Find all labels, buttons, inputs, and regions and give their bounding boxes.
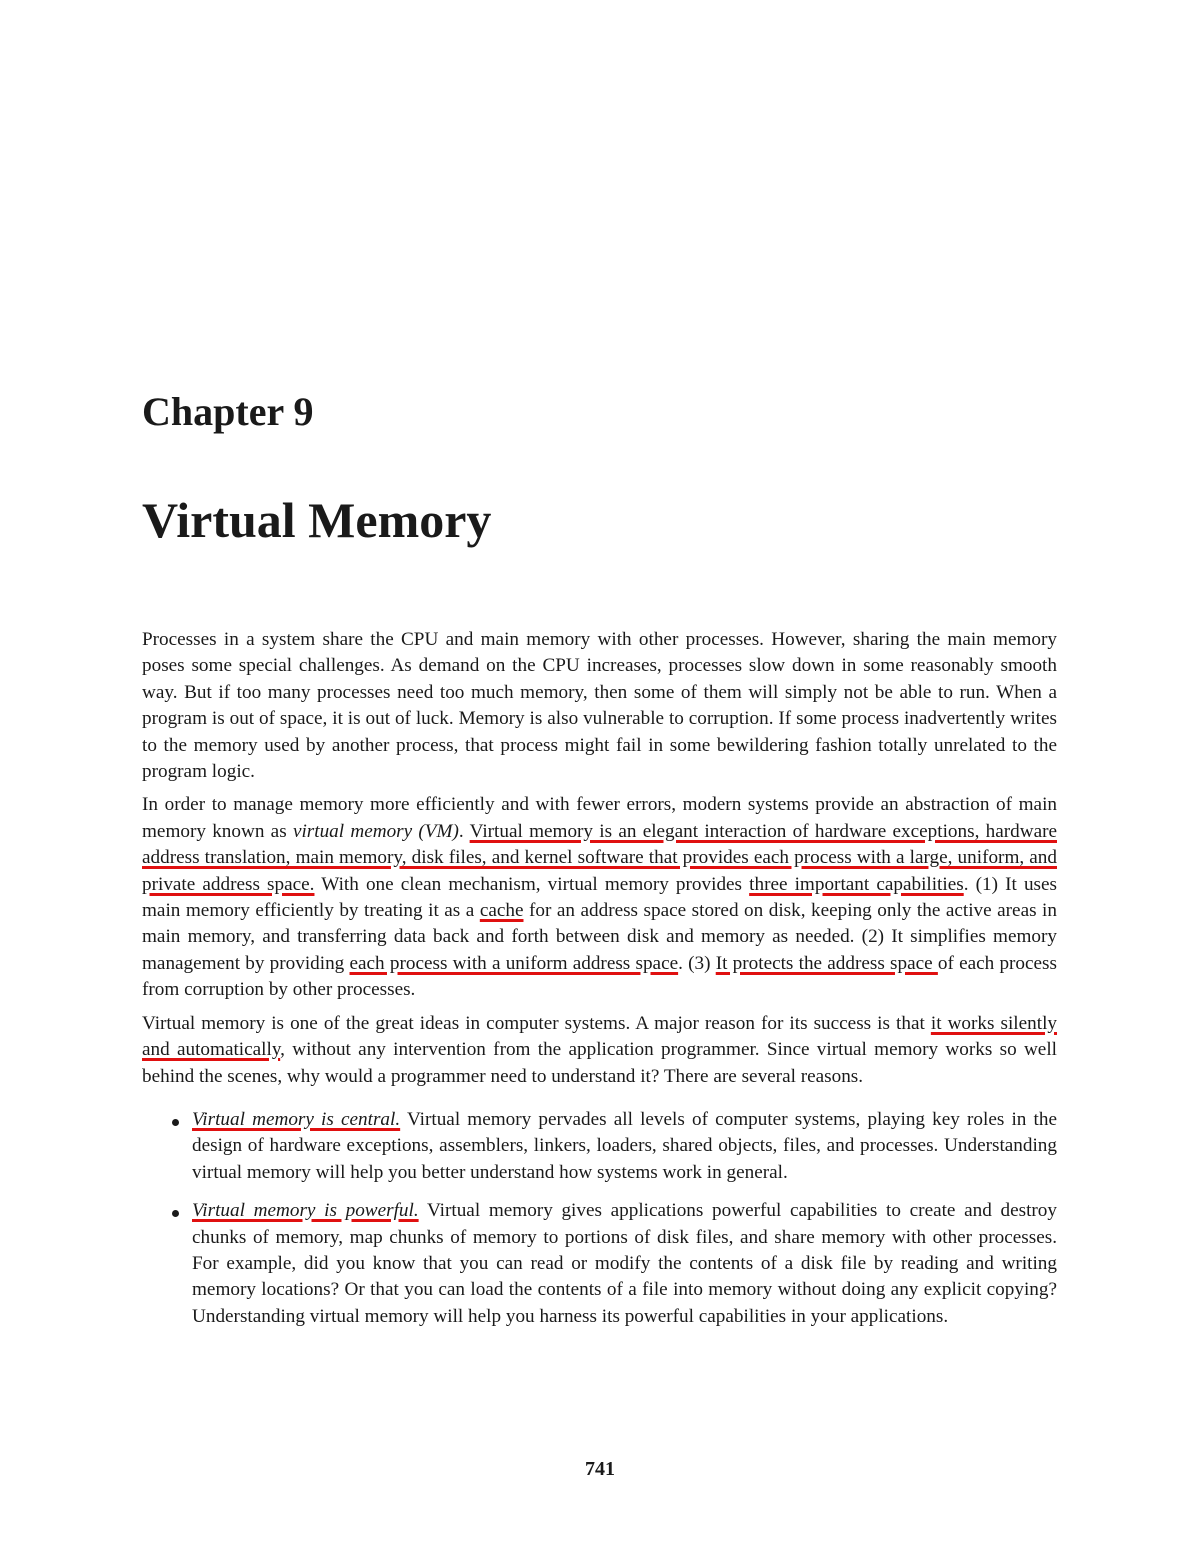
text-run: . (3)	[678, 952, 716, 974]
term-virtual-memory: virtual memory (VM)	[292, 820, 459, 842]
chapter-label: Chapter 9	[142, 389, 314, 434]
text-run: , without any intervention from the application programmer. Since virtual memory works so well behind the scenes, why would a programmer need to understand it? There are several reasons.	[142, 1039, 1057, 1087]
bullet-heading: Virtual memory is central.	[192, 1108, 401, 1130]
highlight-definition: Virtual memory is an elegant interaction of hardware exceptions, hardware address translation, main memory, disk files, and kernel software that provides each process with a large, uniform, and private address space.	[142, 820, 1057, 895]
highlight-cache: cache	[479, 900, 524, 922]
list-item	[142, 1107, 1057, 1186]
text-run: .	[458, 820, 470, 842]
text-run: of each process from corruption by other processes.	[142, 952, 1057, 1001]
bullet-text: Virtual memory pervades all levels of computer systems, playing key roles in the design of hardware exceptions, assemblers, linkers, loaders, shared objects, files, and processes. Understanding virtual memory will help you better understand how systems work in general.	[192, 1108, 1057, 1183]
paragraph-great-ideas	[142, 1011, 1057, 1090]
bullet-text: Virtual memory gives applications powerful capabilities to create and destroy chunks of memory, map chunks of memory to portions of disk files, and share memory with other processes. For example, did you know that you can read or modify the contents of a disk file by reading and writing memory locations? Or that you can load the contents of a file into memory without doing any explicit copying? Understanding virtual memory will help you harness its powerful capabilities in your applications.	[192, 1200, 1057, 1327]
text-run: for an address space stored on disk, keeping only the active areas in main memory, and transferring data back and forth between disk and memory as needed. (2) It simplifies memory management by providing	[142, 900, 1057, 974]
page-number: 741	[585, 1458, 615, 1480]
body-text	[142, 627, 1057, 1342]
bullet-heading: Virtual memory is powerful.	[192, 1200, 419, 1222]
text-run: In order to manage memory more efficiently and with fewer errors, modern systems provide an abstraction of main memory known as	[142, 794, 1057, 842]
paragraph-abstraction	[142, 792, 1057, 1003]
bullet-icon	[172, 1210, 179, 1217]
chapter-title: Virtual Memory	[142, 492, 492, 548]
bullet-icon	[172, 1119, 179, 1126]
text-run: With one clean mechanism, virtual memory provides	[314, 873, 750, 895]
text-run: . (1) It uses main memory efficiently by treating it as a	[142, 873, 1058, 922]
text-run: Virtual memory is one of the great ideas in computer systems. A major reason for its success is that	[142, 1012, 931, 1034]
reasons-list	[142, 1107, 1057, 1330]
highlight-protects: It protects the address space	[715, 952, 938, 974]
list-item	[142, 1198, 1057, 1330]
highlight-silently: it works silently and automatically	[142, 1012, 1058, 1061]
paragraph-intro: Processes in a system share the CPU and main memory with other processes. However, sharing the main memory poses some special challenges. As demand on the CPU increases, processes slow down in some reasonably smooth way. But if too many processes need too much memory, then some of them will simply not be able to run. When a program is out of space, it is out of luck. Memory is also vulnerable to corruption. If some process inadvertently writes to the memory used by another process, that process might fail in some bewildering fashion totally unrelated to the program logic.	[142, 629, 1057, 783]
highlight-uniform-space: each process with a uniform address space	[349, 952, 679, 974]
highlight-capabilities: three important capabilities	[749, 873, 964, 895]
